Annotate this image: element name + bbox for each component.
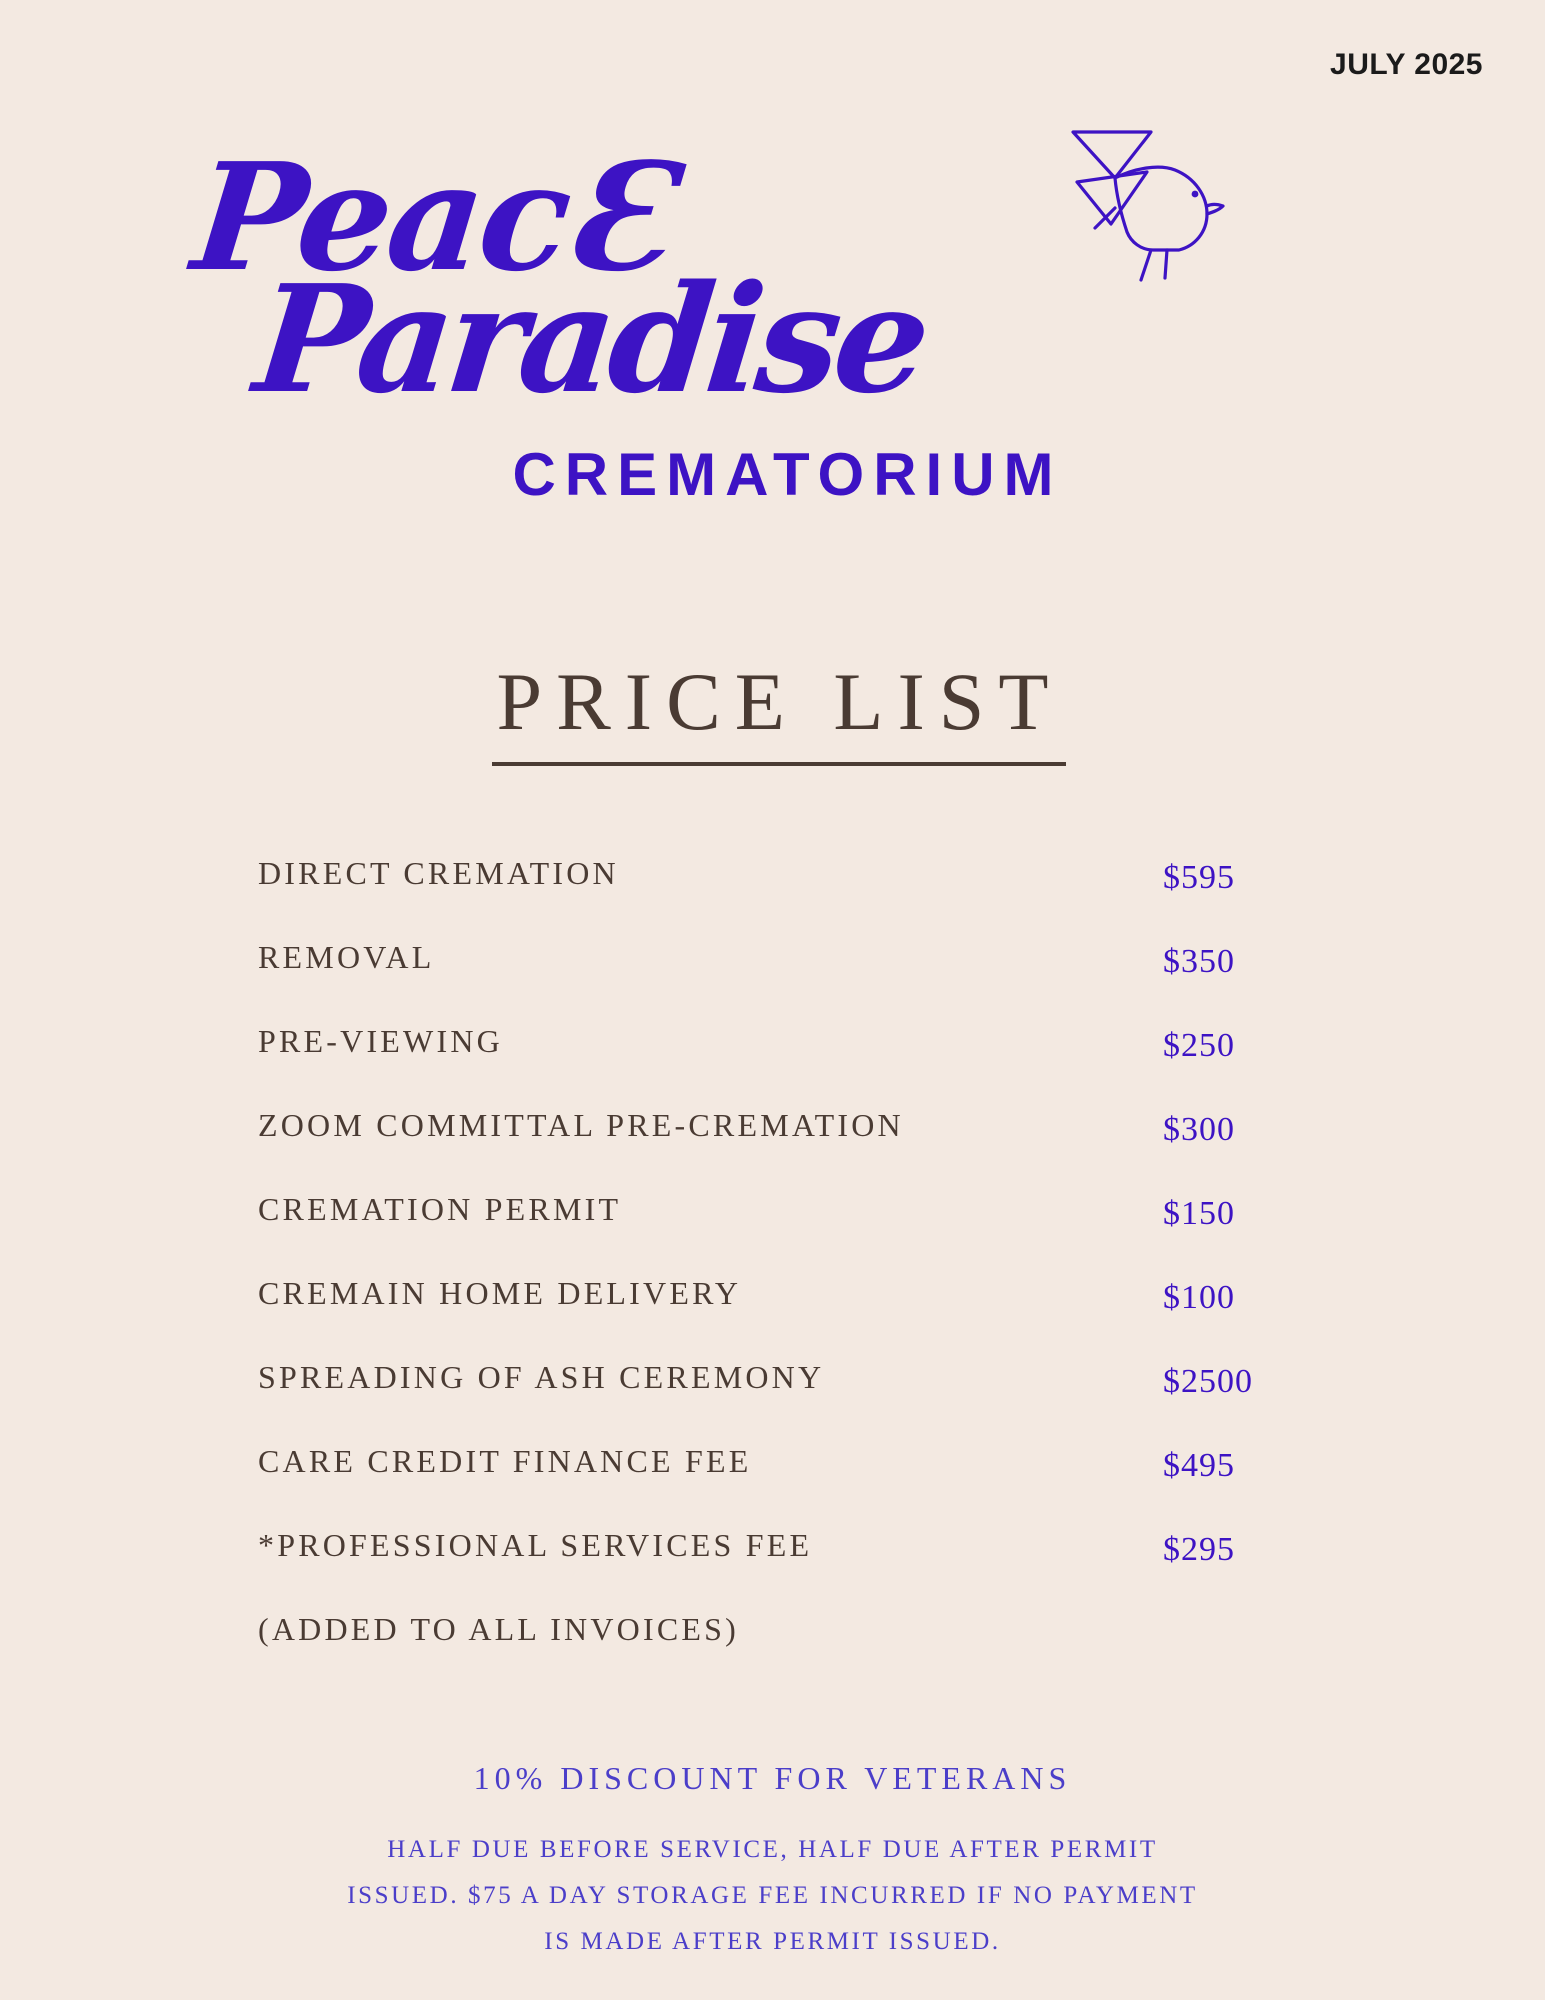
title-underline xyxy=(492,762,1066,766)
price-item-label: CREMAIN HOME DELIVERY xyxy=(258,1275,742,1311)
price-item-label: ZOOM COMMITTAL PRE-CREMATION xyxy=(258,1107,904,1143)
logo-wordmark: CREMATORIUM xyxy=(512,441,1063,508)
price-item-value: $295 xyxy=(1163,1531,1235,1568)
price-item-label: *PROFESSIONAL SERVICES FEE xyxy=(258,1527,813,1563)
price-item-value: $2500 xyxy=(1163,1363,1253,1400)
veterans-discount-line: 10% DISCOUNT FOR VETERANS xyxy=(473,1760,1072,1796)
price-row xyxy=(258,845,1288,929)
price-item-value: $595 xyxy=(1163,859,1235,896)
dove-icon xyxy=(1055,120,1225,300)
price-row xyxy=(258,1013,1288,1097)
payment-terms-line-2: ISSUED. $75 A DAY STORAGE FEE INCURRED IF NO PAYMENT xyxy=(347,1882,1198,1909)
price-item-label: CREMATION PERMIT xyxy=(258,1191,622,1227)
price-item-value: $150 xyxy=(1163,1195,1235,1232)
footer xyxy=(0,1760,1545,1965)
price-row xyxy=(258,1349,1288,1433)
payment-terms-line-3: IS MADE AFTER PERMIT ISSUED. xyxy=(544,1928,1001,1955)
price-list xyxy=(258,845,1288,1685)
brand-logo xyxy=(0,110,1545,530)
price-item-value: $300 xyxy=(1163,1111,1235,1148)
price-row xyxy=(258,929,1288,1013)
price-item-value: $250 xyxy=(1163,1027,1235,1064)
price-item-label: PRE-VIEWING xyxy=(258,1023,503,1059)
price-item-value: $495 xyxy=(1163,1447,1235,1484)
page-title: PRICE LIST xyxy=(496,656,1063,747)
price-item-value: $350 xyxy=(1163,943,1235,980)
price-row xyxy=(258,1433,1288,1517)
price-item-label: REMOVAL xyxy=(258,939,435,975)
price-item-label: DIRECT CREMATION xyxy=(258,855,619,891)
payment-terms xyxy=(273,1827,1273,1965)
logo-script-text xyxy=(185,130,1195,430)
logo-script-line-1: PeacƐ xyxy=(185,130,679,304)
logo-script-line-2: Paradise xyxy=(247,252,933,426)
price-note-row xyxy=(258,1601,1288,1685)
price-list-note: (ADDED TO ALL INVOICES) xyxy=(258,1611,739,1647)
price-item-label: CARE CREDIT FINANCE FEE xyxy=(258,1443,752,1479)
price-row xyxy=(258,1265,1288,1349)
date-label: JULY 2025 xyxy=(1330,48,1483,81)
payment-terms-line-1: HALF DUE BEFORE SERVICE, HALF DUE AFTER PERMIT xyxy=(387,1836,1158,1863)
price-row xyxy=(258,1097,1288,1181)
price-row xyxy=(258,1517,1288,1601)
price-item-label: SPREADING OF ASH CEREMONY xyxy=(258,1359,825,1395)
price-item-value: $100 xyxy=(1163,1279,1235,1316)
price-row xyxy=(258,1181,1288,1265)
